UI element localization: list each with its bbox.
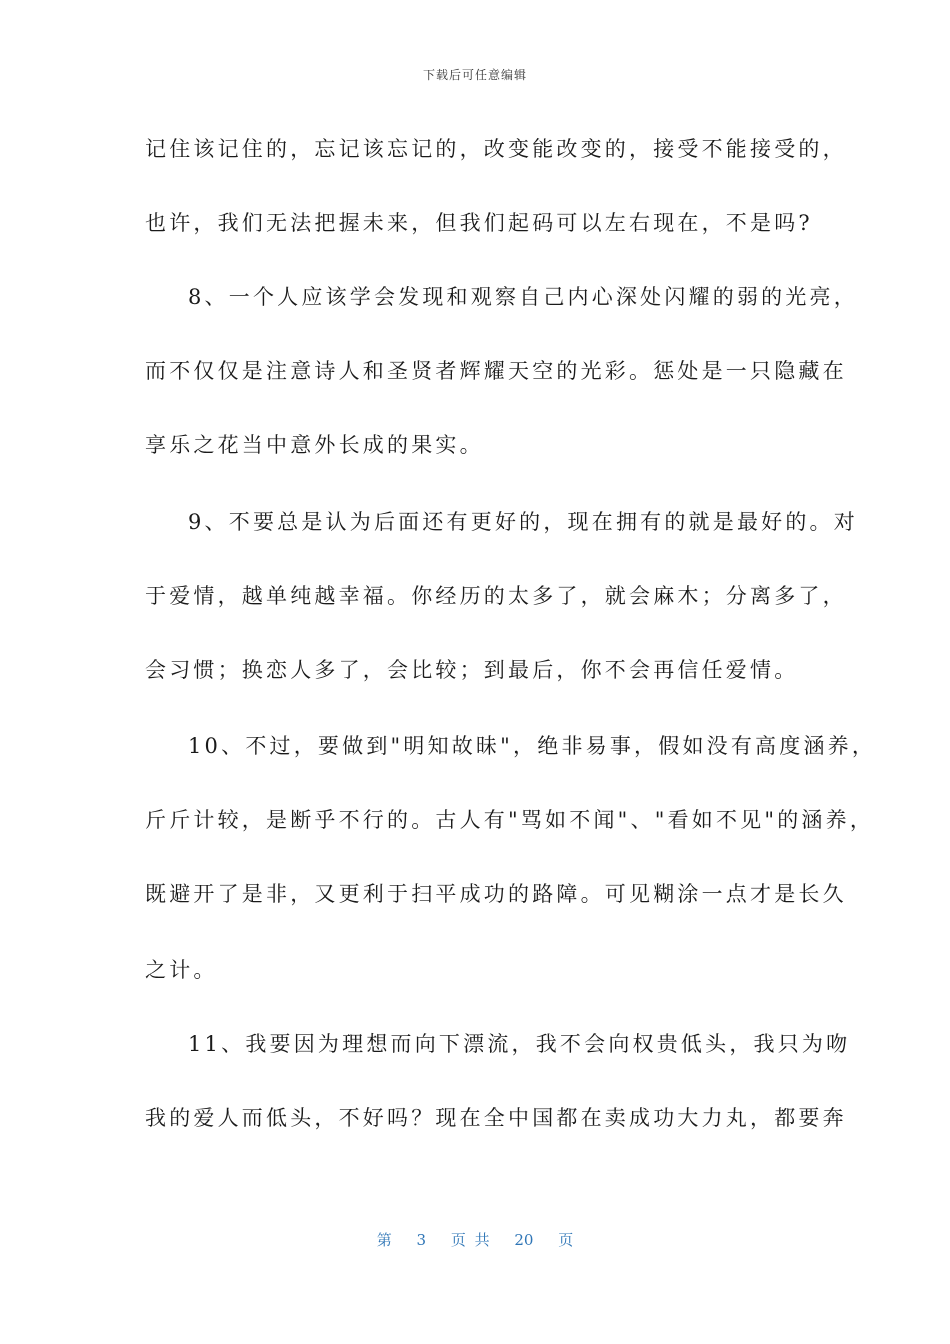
page-header: 下载后可任意编辑	[422, 68, 527, 82]
text-line: 我的爱人而低头，不好吗？现在全中国都在卖成功大力丸，都要奔	[145, 1106, 847, 1130]
paragraph-8-start: 8、一个人应该学会发现和观察自己内心深处闪耀的弱的光亮，	[188, 285, 858, 309]
text-line: 会习惯；换恋人多了，会比较；到最后，你不会再信任爱情。	[145, 658, 799, 682]
text-line: 而不仅仅是注意诗人和圣贤者辉耀天空的光彩。惩处是一只隐藏在	[145, 359, 847, 383]
footer-middle: 页 共	[450, 1231, 490, 1249]
text-line: 于爱情，越单纯越幸福。你经历的太多了，就会麻木；分离多了，	[145, 584, 847, 608]
paragraph-11-start: 11、我要因为理想而向下漂流，我不会向权贵低头，我只为吻	[188, 1032, 851, 1056]
total-page-count: 20	[514, 1231, 534, 1249]
text-line: 记住该记住的，忘记该忘记的，改变能改变的，接受不能接受的，	[145, 137, 847, 161]
current-page-number: 3	[416, 1231, 427, 1249]
page-footer	[0, 1229, 950, 1250]
text-line: 之计。	[145, 958, 218, 982]
text-line: 既避开了是非，又更利于扫平成功的路障。可见糊涂一点才是长久	[145, 882, 847, 906]
text-line: 也许，我们无法把握未来，但我们起码可以左右现在，不是吗?	[145, 211, 813, 235]
text-line: 享乐之花当中意外长成的果实。	[145, 433, 484, 457]
paragraph-9-start: 9、不要总是认为后面还有更好的，现在拥有的就是最好的。对	[188, 510, 858, 534]
footer-suffix: 页	[558, 1231, 574, 1249]
text-line: 斤斤计较，是断乎不行的。古人有"骂如不闻"、"看如不见"的涵养，	[145, 808, 875, 832]
paragraph-10-start: 10、不过，要做到"明知故昧"，绝非易事，假如没有高度涵养，	[188, 734, 877, 758]
footer-prefix: 第	[376, 1231, 392, 1249]
